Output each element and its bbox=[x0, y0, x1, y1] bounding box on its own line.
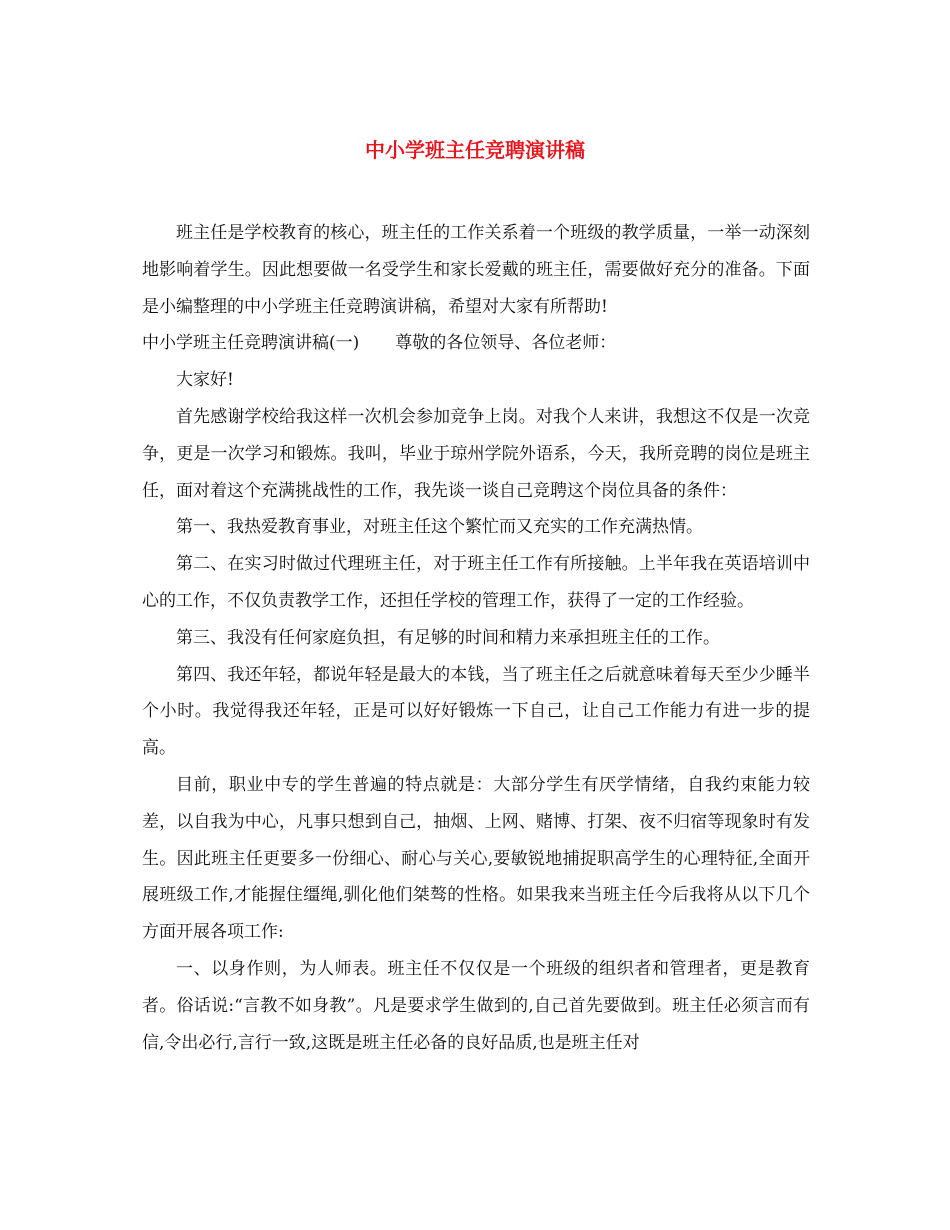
salutation-paragraph: 大家好! bbox=[176, 370, 234, 391]
intro-paragraph: 班主任是学校教育的核心，班主任的工作关系着一个班级的教学质量，一举一动深刻地影响着学生。因此想要做一名受学生和家长爱戴的班主任，需要做好充分的准备。下面是小编整理的中小学班主任竞聘演讲稿，希望对大家有所帮助! bbox=[142, 223, 810, 317]
greeting: 尊敬的各位领导、各位老师： bbox=[395, 333, 617, 354]
section-heading-line bbox=[142, 325, 810, 362]
body-paragraph-3: 第二、在实习时做过代理班主任，对于班主任工作有所接触。上半年我在英语培训中心的工作，不仅负责教学工作，还担任学校的管理工作，获得了一定的工作经验。 bbox=[142, 554, 810, 611]
document-body bbox=[142, 215, 810, 1061]
body-paragraph-6: 目前，职业中专的学生普遍的特点就是：大部分学生有厌学情绪，自我约束能力较差，以自我为中心，凡事只想到自己，抽烟、上网、赌博、打架、夜不归宿等现象时有发生。因此班主任更要多一份细心、耐心与关心,要敏锐地捕捉职高学生的心理特征,全面开展班级工作,才能握住缰绳,驯化他们桀骜的性格。如果我来当班主任今后我将从以下几个方面开展各项工作: bbox=[142, 774, 810, 943]
document-title: 中小学班主任竞聘演讲稿 bbox=[365, 138, 585, 162]
body-paragraph-4: 第三、我没有任何家庭负担，有足够的时间和精力来承担班主任的工作。 bbox=[176, 627, 720, 648]
body-paragraph-5: 第四、我还年轻，都说年轻是最大的本钱，当了班主任之后就意味着每天至少少睡半个小时。我觉得我还年轻，正是可以好好锻炼一下自己，让自己工作能力有进一步的提高。 bbox=[142, 664, 810, 759]
body-paragraph-7: 一、以身作则，为人师表。班主任不仅仅是一个班级的组织者和管理者，更是教育者。俗话说:“言教不如身教”。凡是要求学生做到的,自己首先要做到。班主任必须言而有信,令出必行,言行一致,这既是班主任必备的良好品质,也是班主任对 bbox=[142, 958, 810, 1053]
body-paragraph-1: 首先感谢学校给我这样一次机会参加竞争上岗。对我个人来讲，我想这不仅是一次竞争，更是一次学习和锻炼。我叫，毕业于琼州学院外语系，今天，我所竞聘的岗位是班主任，面对着这个充满挑战性的工作，我先谈一谈自己竞聘这个岗位具备的条件： bbox=[142, 406, 810, 501]
body-paragraph-2: 第一、我热爱教育事业，对班主任这个繁忙而又充实的工作充满热情。 bbox=[176, 517, 703, 538]
section-heading: 中小学班主任竞聘演讲稿(一) bbox=[142, 333, 360, 354]
